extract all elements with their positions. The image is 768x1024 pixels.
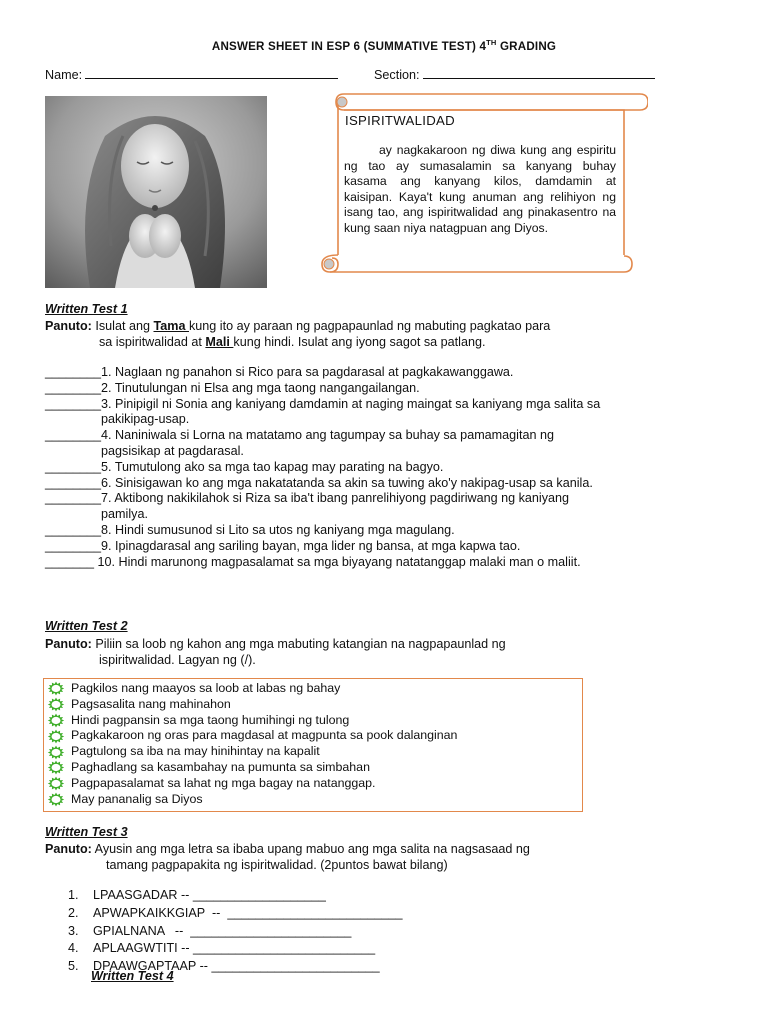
test1-panuto-label: Panuto: bbox=[45, 319, 92, 333]
test2-panuto-label: Panuto: bbox=[45, 637, 92, 651]
answer-blank[interactable]: ________ bbox=[45, 491, 102, 506]
scroll-body-text: ay nagkakaroon ng diwa kung ang espiritu ng tao ay sumasalamin sa kanyang buhay kasama ang kanyang kilos, damdamin at kaisipan. Kaya't kung anuman ang relihiyon ng isang tao, ang ispiritwalidad ang pinakasentro na kung saan niya natagpuan ang Diyos. bbox=[344, 143, 616, 235]
scrambled-word-line: APLAAGWTITI -- __________________________ bbox=[93, 941, 376, 956]
test3-item[interactable] bbox=[68, 940, 402, 958]
test3-title: Written Test 3 bbox=[45, 825, 128, 839]
test1-item bbox=[45, 555, 605, 571]
test2-choice[interactable] bbox=[47, 697, 457, 713]
test1-item bbox=[45, 381, 605, 397]
test1-item-text: 10. Hindi marunong magpasalamat sa mga biyayang natatanggap malaki man o maliit. bbox=[97, 554, 581, 569]
test2-choice-text: Pagkakaroon ng oras para magdasal at magpunta sa pook dalanginan bbox=[71, 728, 458, 743]
item-number: 2. bbox=[68, 905, 79, 920]
test2-choice[interactable] bbox=[47, 728, 457, 744]
answer-blank[interactable]: _______ bbox=[45, 554, 98, 569]
test1-item-list bbox=[45, 365, 605, 570]
test1-item bbox=[45, 365, 605, 381]
name-field[interactable] bbox=[45, 66, 338, 82]
section-label: Section: bbox=[374, 68, 420, 82]
green-star-burst-icon bbox=[47, 697, 65, 712]
test3-panuto-label: Panuto: bbox=[45, 842, 92, 856]
test3-instructions: Panuto: Ayusin ang mga letra sa ibaba upang mabuo ang mga salita na nagsasaad ng tamang pagpapakita ng ispiritwalidad. (2puntos bawat bilang) bbox=[45, 842, 530, 872]
test1-item-text: 4. Naniniwala si Lorna na matatamo ang tagumpay sa buhay sa pamamagitan ng pagsisikap at pagdarasal. bbox=[101, 428, 554, 458]
answer-blank[interactable]: ________ bbox=[45, 538, 102, 553]
answer-blank[interactable]: ________ bbox=[45, 365, 102, 379]
green-star-burst-icon bbox=[47, 729, 65, 744]
test2-choice-text: Paghadlang sa kasambahay na pumunta sa simbahan bbox=[71, 759, 370, 774]
test2-choice[interactable] bbox=[47, 744, 457, 760]
green-star-burst-icon bbox=[47, 745, 65, 760]
test1-title: Written Test 1 bbox=[45, 302, 128, 316]
test2-choice-text: Hindi pagpansin sa mga taong humihingi ng tulong bbox=[71, 712, 350, 727]
test3-item[interactable] bbox=[68, 887, 402, 905]
item-number: 4. bbox=[68, 941, 79, 956]
section-input-line[interactable] bbox=[423, 66, 655, 79]
test2-choice[interactable] bbox=[47, 760, 457, 776]
answer-blank[interactable]: ________ bbox=[45, 380, 102, 395]
scroll-heading: ISPIRITWALIDAD bbox=[345, 113, 455, 128]
test1-item bbox=[45, 539, 605, 555]
mali-label: Mali bbox=[205, 335, 234, 349]
scrambled-word-line: APWAPKAIKKGIAP -- _________________________ bbox=[93, 905, 403, 920]
test1-item bbox=[45, 523, 605, 539]
test1-item bbox=[45, 397, 605, 429]
item-number: 1. bbox=[68, 888, 79, 902]
test2-choice-text: Pagsasalita nang mahinahon bbox=[71, 696, 231, 711]
test1-item-text: 5. Tumutulong ako sa mga tao kapag may parating na bagyo. bbox=[101, 459, 444, 474]
answer-blank[interactable]: ________ bbox=[45, 475, 102, 490]
test2-choice[interactable] bbox=[47, 776, 457, 792]
test1-instructions: Panuto: Isulat ang Tama kung ito ay paraan ng pagpapaunlad ng mabuting pagkatao para sa ispiritwalidad at Mali kung hindi. Isulat ang iyong sagot sa patlang. bbox=[45, 319, 551, 349]
test1-item-text: 9. Ipinagdarasal ang sariling bayan, mga lider ng bansa, at mga kapwa tao. bbox=[101, 538, 521, 553]
test2-choice-text: May pananalig sa Diyos bbox=[71, 791, 203, 806]
test4-title: Written Test 4 bbox=[91, 969, 174, 983]
test2-choice[interactable] bbox=[47, 713, 457, 729]
green-star-burst-icon bbox=[47, 681, 65, 696]
answer-blank[interactable]: ________ bbox=[45, 522, 102, 537]
test3-item-list bbox=[68, 887, 402, 976]
test1-item bbox=[45, 460, 605, 476]
test1-item-text: 3. Pinipigil ni Sonia ang kaniyang damdamin at naging maingat sa kaniyang mga salita sa pakikipag-usap. bbox=[101, 396, 601, 427]
test1-item bbox=[45, 491, 605, 523]
item-number: 3. bbox=[68, 923, 79, 938]
green-star-burst-icon bbox=[47, 776, 65, 791]
page-title: ANSWER SHEET IN ESP 6 (SUMMATIVE TEST) 4TH GRADING bbox=[211, 38, 557, 53]
answer-blank[interactable]: ________ bbox=[45, 396, 102, 411]
test1-item bbox=[45, 476, 605, 492]
test1-item-text: 8. Hindi sumusunod si Lito sa utos ng kaniyang mga magulang. bbox=[101, 522, 455, 537]
tama-label: Tama bbox=[153, 319, 189, 333]
green-star-burst-icon bbox=[47, 792, 65, 807]
test2-choice-text: Pagtulong sa iba na may hinihintay na kapalit bbox=[71, 744, 320, 759]
test2-choice-text: Pagpapasalamat sa lahat ng mga bagay na natanggap. bbox=[71, 775, 376, 790]
test1-item-text: 1. Naglaan ng panahon si Rico para sa pagdarasal at pagkakawanggawa. bbox=[101, 365, 514, 379]
test2-choice-text: Pagkilos nang maayos sa loob at labas ng bahay bbox=[71, 681, 341, 695]
test1-item-text: 2. Tinutulungan ni Elsa ang mga taong nangangailangan. bbox=[101, 380, 420, 395]
green-star-burst-icon bbox=[47, 713, 65, 728]
test2-choice[interactable] bbox=[47, 792, 457, 808]
test2-instructions: Panuto: Piliin sa loob ng kahon ang mga mabuting katangian na nagpapaunlad ng ispiritwalidad. Lagyan ng (/). bbox=[45, 637, 506, 667]
test1-item-text: 7. Aktibong nakikilahok si Riza sa iba't ibang panrelihiyong pagdiriwang ng kaniyang pamilya. bbox=[101, 491, 570, 522]
scrambled-word-line: GPIALNANA -- _______________________ bbox=[93, 923, 352, 938]
name-input-line[interactable] bbox=[85, 66, 338, 79]
green-star-burst-icon bbox=[47, 760, 65, 775]
answer-blank[interactable]: ________ bbox=[45, 428, 102, 443]
scrambled-word-line: DPAAWGAPTAAP -- ________________________ bbox=[93, 959, 380, 974]
test2-choice[interactable] bbox=[47, 681, 457, 697]
answer-blank[interactable]: ________ bbox=[45, 459, 102, 474]
test2-choice-list bbox=[47, 681, 457, 807]
praying-girl-photo bbox=[45, 96, 267, 288]
test1-item bbox=[45, 428, 605, 460]
name-label: Name: bbox=[45, 68, 83, 82]
test1-item-text: 6. Sinisigawan ko ang mga nakatatanda sa akin sa tuwing ako'y nakipag-usap sa kanila. bbox=[101, 475, 593, 490]
item-number: 5. bbox=[68, 959, 79, 974]
test2-title: Written Test 2 bbox=[45, 619, 128, 633]
test3-item[interactable] bbox=[68, 905, 402, 923]
test3-item[interactable] bbox=[68, 923, 402, 941]
section-field[interactable] bbox=[374, 66, 655, 82]
scrambled-word-line: LPAASGADAR -- ___________________ bbox=[93, 888, 326, 902]
